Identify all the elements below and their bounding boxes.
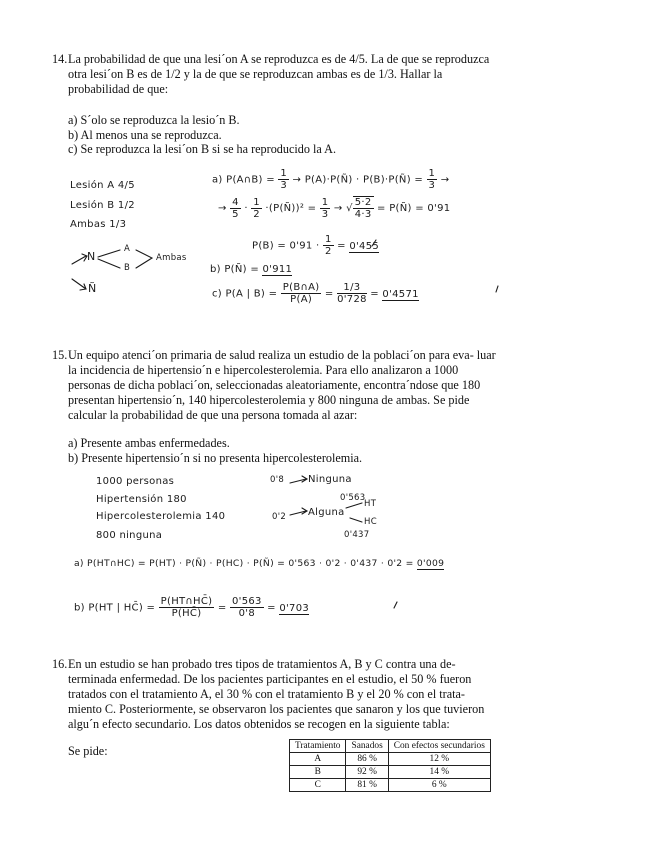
tree-arrow-n xyxy=(72,256,86,264)
table-row xyxy=(290,753,491,766)
statement-line: otra lesi´on B es de 1/2 y la de que se reproduzcan ambas es de 1/3. Hallar la xyxy=(68,67,443,81)
item-b: b) Al menos una se reproduzca. xyxy=(68,127,222,142)
hand-15-line-a: a) P(HT∩HC) = P(HT) · P(Ñ) · P(HC) · P(Ñ) = 0'563 · 0'2 · 0'437 · 0'2 = 0'009 xyxy=(74,558,445,569)
hand-15-line-b: b) P(HT | HC̄) = $\frac{P(HT\cap HC̄)}{P(HC̄)}$ = $\frac{0'563}{0'8}$ = 0'703 xyxy=(74,596,310,619)
statement-line: presentan hipertensio´n, 140 hipercolesterolemia y 800 ninguna de ambas. Se pide xyxy=(68,393,470,407)
statement-line: En un estudio se han probado tres tipos de tratamientos A, B y C contra una de- xyxy=(68,657,456,671)
tree15-branch-hc xyxy=(350,518,362,522)
table-header-row xyxy=(290,740,491,753)
se-pide-label: Se pide: xyxy=(68,744,108,758)
item-b: b) Presente hipertensio´n si no presenta hipercolesterolemia. xyxy=(68,450,363,465)
tree-arrow-ntilde xyxy=(72,279,86,289)
tree-b: B xyxy=(124,263,131,273)
hand-line-c: c) P(A | B) = $\frac{P(B\cap A)}{P(A)}$ = $\frac{1/3}{0'728}$ = 0'4571 xyxy=(212,282,419,305)
tree15-branch-ht xyxy=(346,503,362,508)
table-header: Tratamiento xyxy=(290,740,346,753)
statement-line: la incidencia de hipertensio´n e hipercolesterolemia. Para ello analizaron a 1000 xyxy=(68,363,459,377)
table-cell: 14 % xyxy=(388,766,490,779)
treatment-table xyxy=(289,739,491,792)
table-cell: 92 % xyxy=(346,766,388,779)
tree-branch-a xyxy=(98,250,120,257)
tree15-hc: HC xyxy=(364,517,377,527)
hand-15-l3: Hipercolesterolemia 140 xyxy=(96,511,226,522)
statement-line: terminada enfermedad. De los pacientes participantes en el estudio, el 50 % fueron xyxy=(68,672,472,686)
table-cell: 12 % xyxy=(388,753,490,766)
table-cell: 81 % xyxy=(346,779,388,792)
hand-line-a1: a) P(A∩B) = $\frac{1}{3}$ → P(A)·P(Ñ) · P(B)·P(Ñ) = $\frac{1}{3}$ → xyxy=(212,168,450,191)
problem-14 xyxy=(52,52,534,97)
statement-line: La probabilidad de que una lesi´on A se reproduzca es de 4/5. La de que se reproduzca xyxy=(68,52,490,66)
tree-ntilde: Ñ xyxy=(88,282,97,295)
tree-join-ambas xyxy=(136,250,152,268)
problem-15-items xyxy=(68,436,362,465)
table-cell: C xyxy=(290,779,346,792)
statement-line: algu´n efecto secundario. Los datos obtenidos se recogen en la siguiente tabla: xyxy=(68,717,450,731)
table-cell: 86 % xyxy=(346,753,388,766)
tree15-0563: 0'563 xyxy=(340,493,366,503)
tree15-02: 0'2 xyxy=(272,512,287,522)
hand-lesion-b: Lesión B 1/2 xyxy=(70,200,135,211)
problem-16 xyxy=(52,657,534,732)
tree15-alguna: Alguna xyxy=(308,507,345,518)
tree-ambas: Ambas xyxy=(156,253,187,263)
tree-arrowhead-ntilde xyxy=(80,284,86,290)
tree-n: N xyxy=(87,250,96,263)
tree15-branch-alguna xyxy=(290,511,306,515)
hand-15-l1: 1000 personas xyxy=(96,476,175,487)
hand-ambas: Ambas 1/3 xyxy=(70,219,127,230)
item-a: a) S´olo se reproduzca la lesio´n B. xyxy=(68,113,240,127)
tree15-ninguna: Ninguna xyxy=(308,474,352,485)
table-row xyxy=(290,779,491,792)
item-c: c) Se reproduzca la lesi´on B si se ha reproducido la A. xyxy=(68,142,337,156)
hand-15-l2: Hipertensión 180 xyxy=(96,494,187,505)
item-a: a) Presente ambas enfermedades. xyxy=(68,436,230,450)
statement-line: calcular la probabilidad de que una persona tomada al azar: xyxy=(68,408,358,422)
tree15-0437: 0'437 xyxy=(344,530,370,540)
table-header: Sanados xyxy=(346,740,388,753)
tree15-arrowhead xyxy=(302,508,307,514)
hand-line-a2: → $\frac{4}{5}$ · $\frac{1}{2}$ ·(P(Ñ))² = $\frac{1}{3}$ → √ $\frac{5\cdot 2}{4\cdot 3}$ = P(Ñ) = 0'91 xyxy=(218,196,451,220)
hand-15-l4: 800 ninguna xyxy=(96,530,163,541)
tree15-08: 0'8 xyxy=(270,475,285,485)
table-header: Con efectos secundarios xyxy=(388,740,490,753)
problem-16-number: 16. xyxy=(52,657,68,671)
problem-15-number: 15. xyxy=(52,348,68,362)
table-cell: B xyxy=(290,766,346,779)
statement-line: probabilidad de que: xyxy=(68,82,169,96)
hand-line-b: b) P(Ñ) = 0'911 xyxy=(210,264,293,275)
underline-hook xyxy=(496,286,498,292)
tree-branch-b xyxy=(98,259,120,268)
statement-line: miento C. Posteriormente, se observaron los pacientes que sanaron y los que tuvieron xyxy=(68,702,485,716)
problem-15 xyxy=(52,348,534,423)
hand-line-a3: P(B) = 0'91 · $\frac{1}{2}$ = 0'455 xyxy=(252,234,380,257)
problem-14-number: 14. xyxy=(52,52,68,66)
underline-hook xyxy=(394,602,397,608)
tree15-arrowhead xyxy=(302,476,307,482)
table-row xyxy=(290,766,491,779)
table-cell: 6 % xyxy=(388,779,490,792)
tree15-branch-ninguna xyxy=(290,479,306,483)
statement-line: tratados con el tratamiento A, el 30 % con el tratamiento B y el 20 % con el trata- xyxy=(68,687,465,701)
problem-15-statement xyxy=(68,348,534,423)
problem-14-statement xyxy=(68,52,534,97)
tree15-ht: HT xyxy=(364,499,377,509)
problem-14-items xyxy=(68,113,336,157)
tree-a: A xyxy=(124,244,131,254)
hand-lesion-a: Lesión A 4/5 xyxy=(70,180,135,191)
table-cell: A xyxy=(290,753,346,766)
problem-16-statement xyxy=(68,657,534,732)
statement-line: Un equipo atenci´on primaria de salud realiza un estudio de la poblaci´on para eva- luar xyxy=(68,348,496,362)
statement-line: personas de dicha poblaci´on, seleccionadas aleatoriamente, encontra´ndose que 180 xyxy=(68,378,481,392)
